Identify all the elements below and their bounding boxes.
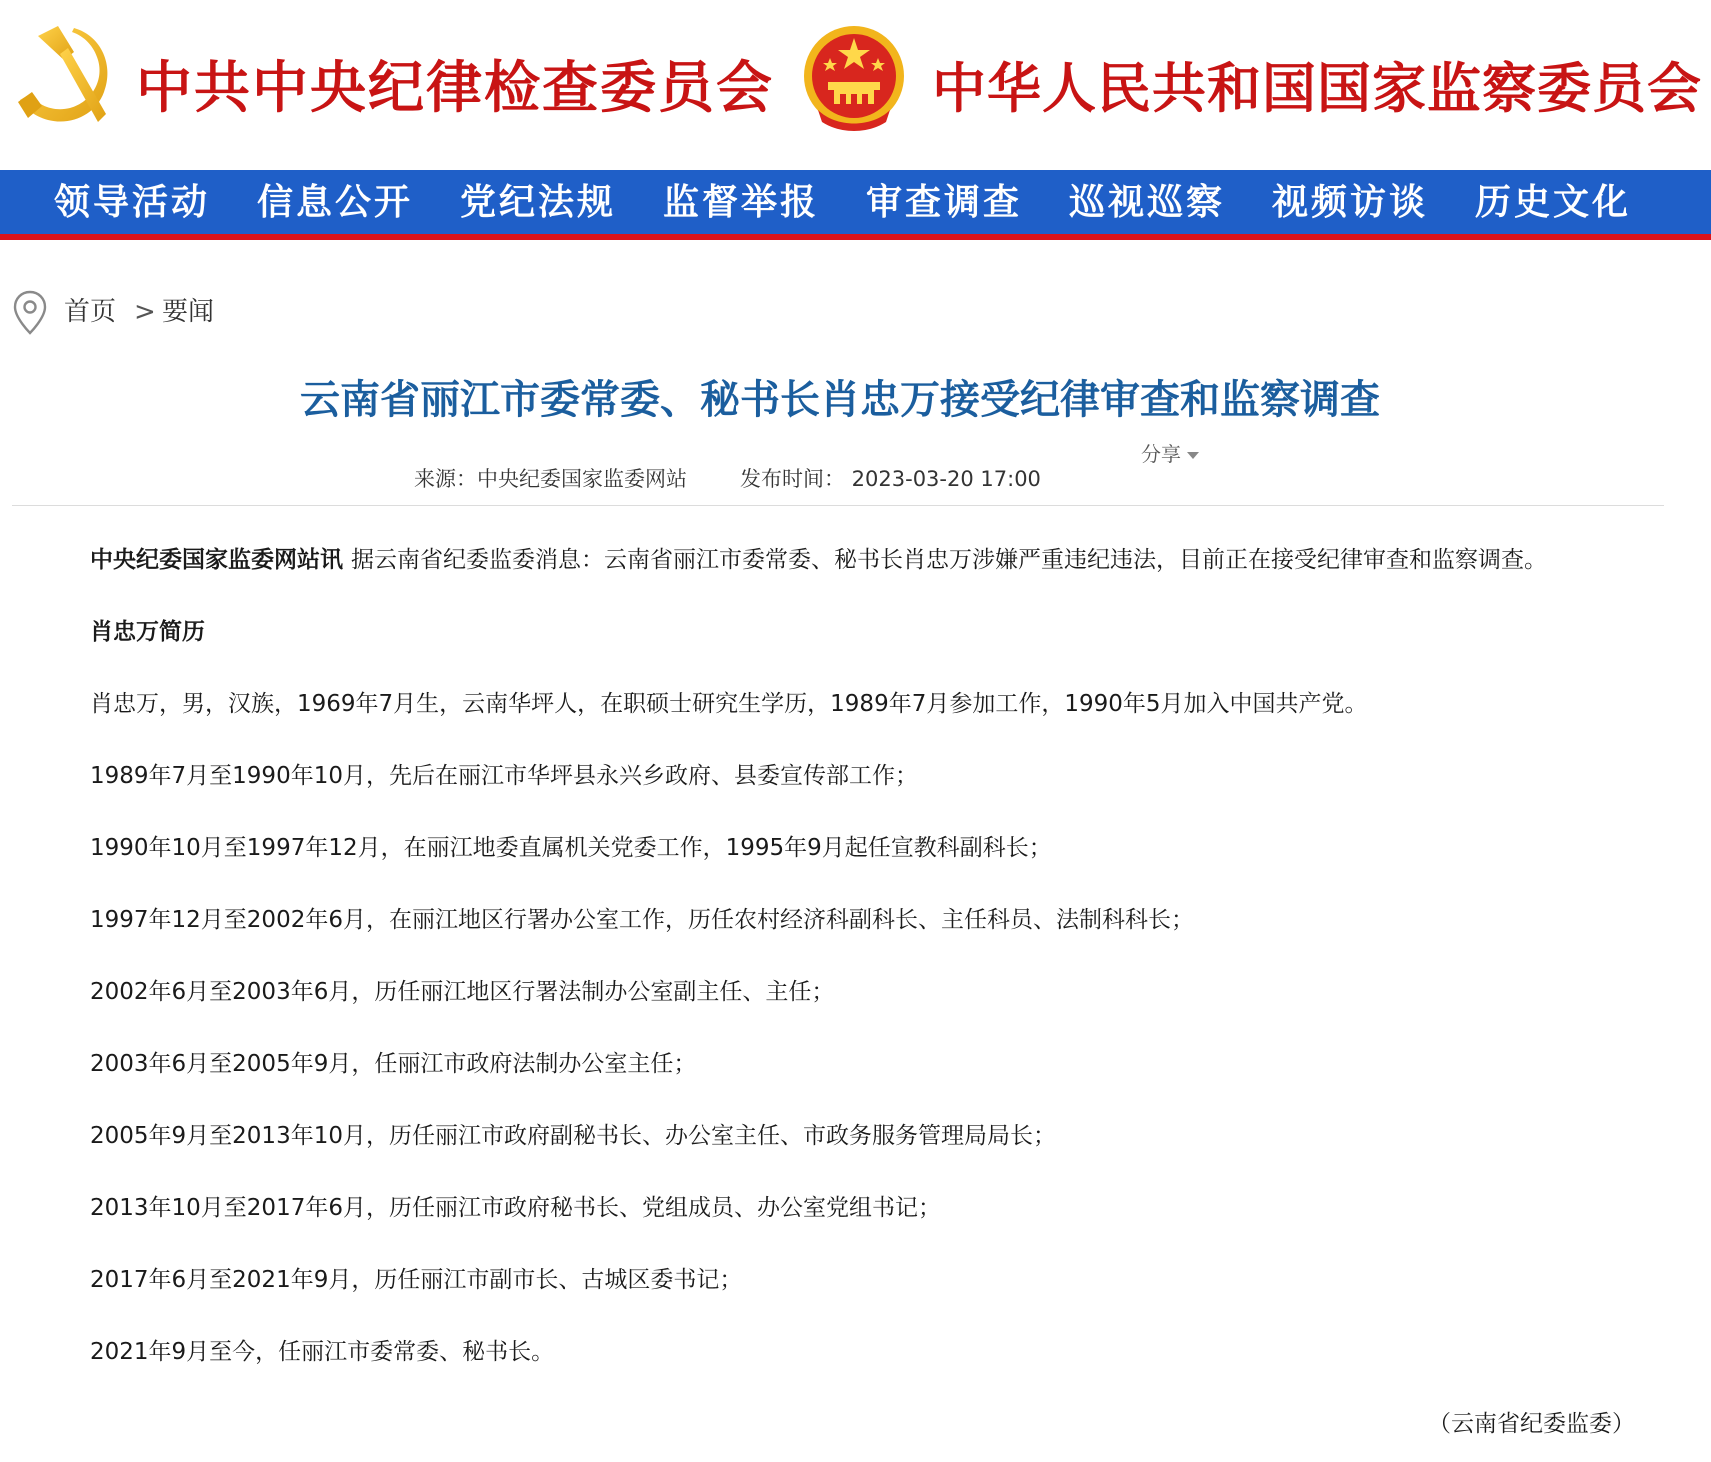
header-divider (12, 505, 1664, 506)
nav-item-supervision-report[interactable]: 监督举报 (663, 181, 820, 223)
lead-paragraph (90, 540, 1547, 580)
location-pin-icon (12, 290, 48, 336)
article-signature: （云南省纪委监委） (1428, 1411, 1635, 1437)
resume-paragraph: 1989年7月至1990年10月，先后在丽江市华坪县永兴乡政府、县委宣传部工作； (90, 763, 918, 789)
nav-item-inspection[interactable]: 巡视巡察 (1069, 181, 1226, 223)
resume-paragraph: 1997年12月至2002年6月，在丽江地区行署办公室工作，历任农村经济科副科长、主任科员、法制科科长； (90, 907, 1194, 933)
resume-paragraph: 2002年6月至2003年6月，历任丽江地区行署法制办公室副主任、主任； (90, 979, 835, 1005)
lead-text: 据云南省纪委监委消息：云南省丽江市委常委、秘书长肖忠万涉嫌严重违纪违法，目前正在接受纪律审查和监察调查。 (351, 547, 1547, 573)
share-label: 分享 (1141, 442, 1181, 466)
breadcrumb-separator: > (134, 297, 156, 327)
resume-paragraph: 2005年9月至2013年10月，历任丽江市政府副秘书长、办公室主任、市政务服务管理局局长； (90, 1123, 1056, 1149)
nav-item-info-disclosure[interactable]: 信息公开 (257, 181, 414, 223)
resume-paragraph: 2017年6月至2021年9月，历任丽江市副市长、古城区委书记； (90, 1267, 743, 1293)
nav-list (0, 170, 1711, 234)
resume-heading: 肖忠万简历 (90, 619, 205, 645)
nav-item-investigation[interactable]: 审查调查 (866, 181, 1023, 223)
caret-down-icon (1187, 452, 1199, 459)
breadcrumb-home-link[interactable]: 首页 (64, 297, 117, 327)
share-button[interactable] (1141, 440, 1199, 468)
nav-item-history-culture[interactable]: 历史文化 (1475, 181, 1632, 223)
main-nav (0, 170, 1711, 240)
nav-item-leadership[interactable]: 领导活动 (54, 181, 211, 223)
resume-paragraph: 1990年10月至1997年12月，在丽江地委直属机关党委工作，1995年9月起任宣教科副科长； (90, 835, 1052, 861)
resume-paragraph: 肖忠万，男，汉族，1969年7月生，云南华坪人，在职硕士研究生学历，1989年7月参加工作，1990年5月加入中国共产党。 (90, 691, 1368, 717)
breadcrumb-news-link[interactable]: 要闻 (162, 297, 215, 327)
article-publish-time: 发布时间： 2023-03-20 17:00 (740, 467, 1041, 491)
resume-paragraph: 2003年6月至2005年9月，任丽江市政府法制办公室主任； (90, 1051, 697, 1077)
site-header (0, 0, 1711, 170)
lead-label: 中央纪委国家监委网站讯 (90, 547, 343, 573)
article-title: 云南省丽江市委常委、秘书长肖忠万接受纪律审查和监察调查 (300, 377, 1380, 423)
cpc-ccdi-title: 中共中央纪律检查委员会 (136, 55, 774, 121)
nsc-title: 中华人民共和国国家监察委员会 (932, 56, 1702, 120)
nav-item-video-interviews[interactable]: 视频访谈 (1272, 181, 1429, 223)
resume-paragraph: 2013年10月至2017年6月，历任丽江市政府秘书长、党组成员、办公室党组书记； (90, 1195, 941, 1221)
article-source: 来源：中央纪委国家监委网站 (414, 467, 687, 491)
resume-paragraph: 2021年9月至今，任丽江市委常委、秘书长。 (90, 1339, 555, 1365)
nav-item-party-regulations[interactable]: 党纪法规 (460, 181, 617, 223)
national-emblem-icon (800, 24, 908, 134)
party-emblem-icon (14, 22, 116, 130)
